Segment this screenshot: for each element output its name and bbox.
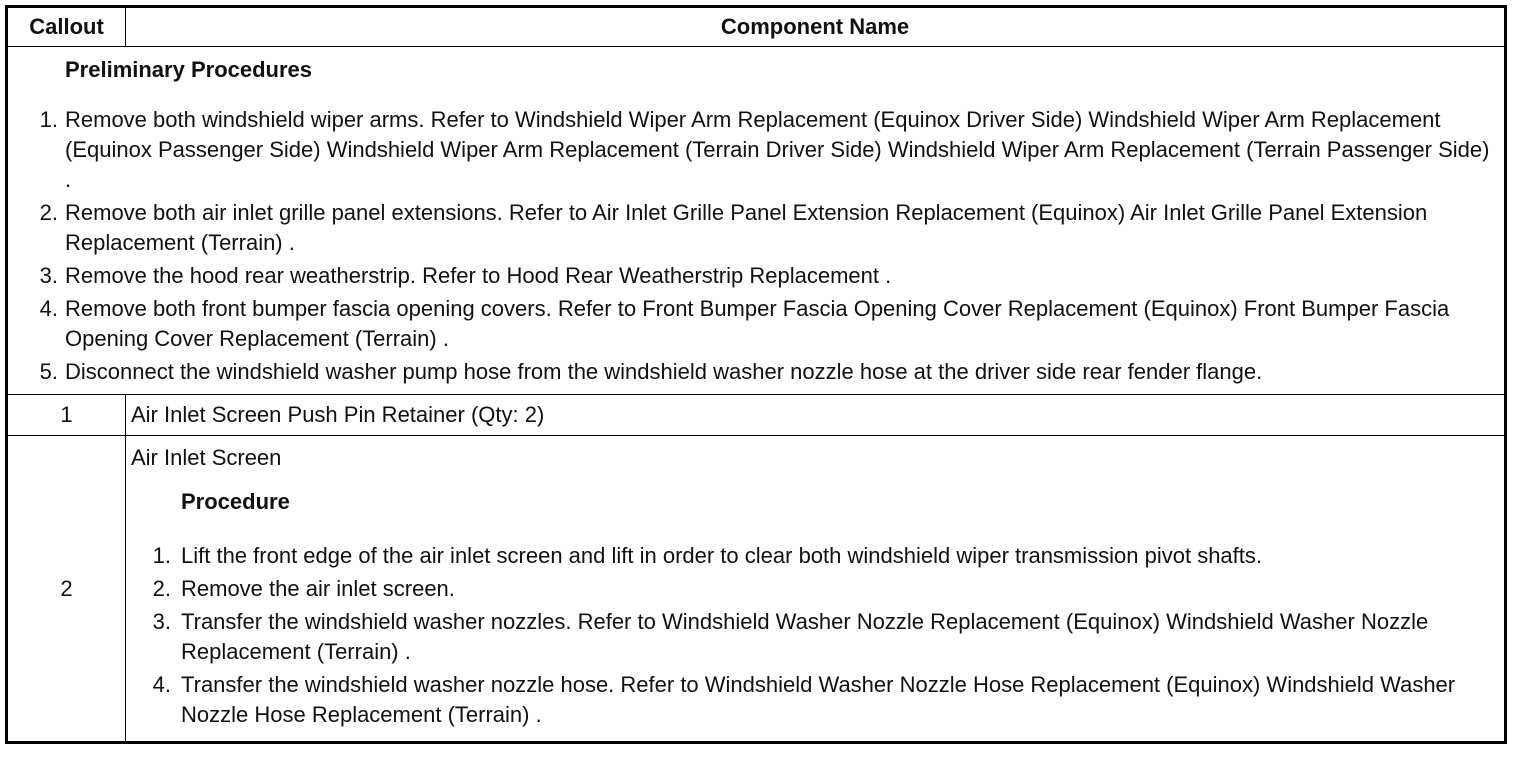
table-row <box>7 395 1506 436</box>
table-header-row <box>7 7 1506 47</box>
step-text: Disconnect the windshield washer pump hose from the windshield washer nozzle hose at the driver side rear fender flange. <box>65 359 1263 384</box>
callout-cell: 2 <box>7 436 126 743</box>
preliminary-step <box>18 294 1494 354</box>
table-row <box>7 436 1506 743</box>
step-text: Remove both front bumper fascia opening covers. Refer to Front Bumper Fascia Opening Cover Replacement (Equinox) Front Bumper Fascia Opening Cover Replacement (Terrain) . <box>65 296 1450 351</box>
procedure-steps-list <box>131 541 1504 730</box>
step-text: Remove the air inlet screen. <box>181 576 455 601</box>
step-text: Transfer the windshield washer nozzles. Refer to Windshield Washer Nozzle Replacement (Equinox) Windshield Washer Nozzle Replacement (Terrain) . <box>181 609 1429 664</box>
step-text: Transfer the windshield washer nozzle hose. Refer to Windshield Washer Nozzle Hose Replacement (Equinox) Windshield Washer Nozzle Hose Replacement (Terrain) . <box>181 672 1456 727</box>
step-text: Lift the front edge of the air inlet screen and lift in order to clear both windshield wiper transmission pivot shafts. <box>181 543 1263 568</box>
preliminary-steps-list <box>18 105 1494 387</box>
preliminary-title: Preliminary Procedures <box>65 57 313 82</box>
procedure-title: Procedure <box>181 489 290 514</box>
step-number: 1. <box>152 543 171 568</box>
preliminary-step <box>18 261 1494 291</box>
callout-column-header: Callout <box>7 7 126 47</box>
step-number: 3. <box>152 609 171 634</box>
component-name-cell: Air Inlet Screen Push Pin Retainer (Qty: 2) <box>126 395 1506 436</box>
step-number: 2. <box>152 576 171 601</box>
preliminary-step <box>18 105 1494 195</box>
step-number: 4. <box>152 672 171 697</box>
step-number: 5. <box>39 359 58 384</box>
preliminary-step <box>18 357 1494 387</box>
preliminary-step <box>18 198 1494 258</box>
preliminary-cell <box>7 47 1506 395</box>
step-text: Remove the hood rear weatherstrip. Refer to Hood Rear Weatherstrip Replacement . <box>65 263 892 288</box>
component-column-header: Component Name <box>126 7 1506 47</box>
step-number: 3. <box>39 263 58 288</box>
step-text: Remove both air inlet grille panel extensions. Refer to Air Inlet Grille Panel Extension Replacement (Equinox) Air Inlet Grille Panel Extension Replacement (Terrain) . <box>65 200 1428 255</box>
component-name-cell <box>126 436 1506 743</box>
step-number: 2. <box>39 200 58 225</box>
step-text: Remove both windshield wiper arms. Refer to Windshield Wiper Arm Replacement (Equinox Driver Side) Windshield Wiper Arm Replacement (Equinox Passenger Side) Windshield Wiper Arm Replacement (Terrain Driver Side) Windshield Wiper Arm Replacement (Terrain Passenger Side) . <box>65 107 1490 192</box>
step-number: 1. <box>39 107 58 132</box>
procedure-step <box>131 670 1504 730</box>
callout-cell: 1 <box>7 395 126 436</box>
preliminary-row <box>7 47 1506 395</box>
step-number: 4. <box>39 296 58 321</box>
procedure-step <box>131 574 1504 604</box>
component-name: Air Inlet Screen <box>131 445 282 470</box>
procedure-step <box>131 541 1504 571</box>
component-table <box>5 5 1507 744</box>
procedure-step <box>131 607 1504 667</box>
